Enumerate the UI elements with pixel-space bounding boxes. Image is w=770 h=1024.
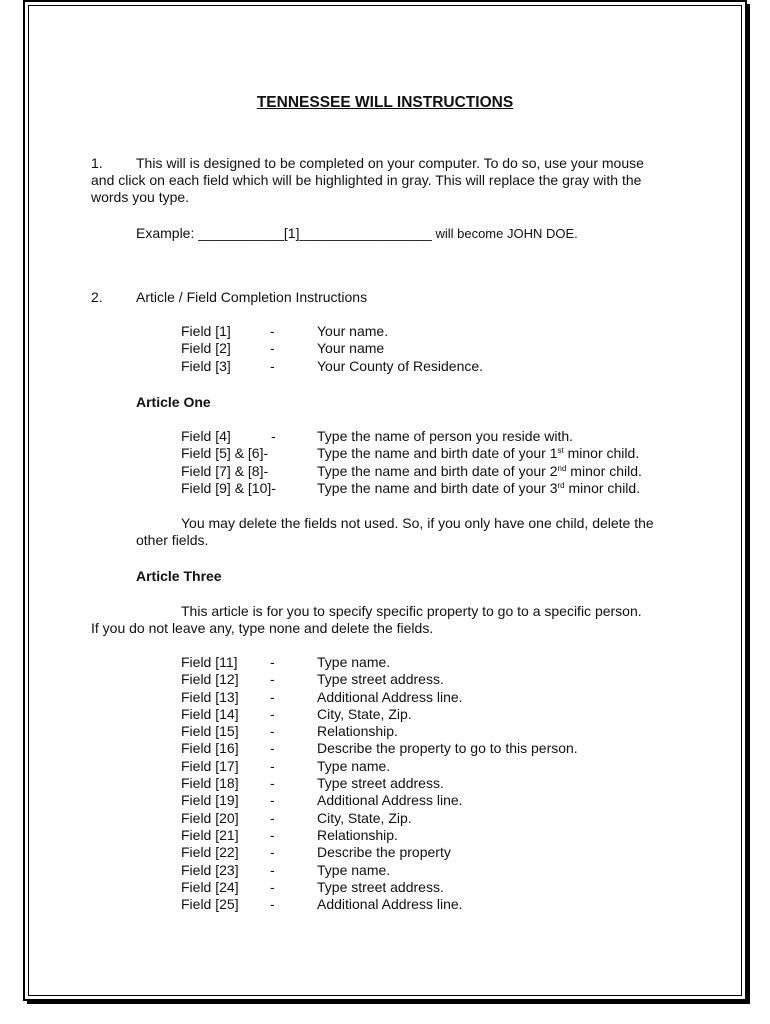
- section-2-title: Article / Field Completion Instructions: [136, 289, 368, 305]
- field-dash: -: [270, 740, 275, 757]
- table-row: [181, 740, 578, 757]
- field-description: City, State, Zip.: [317, 705, 412, 722]
- field-dash: -: [270, 809, 275, 826]
- field-label: Field [1]: [181, 323, 231, 339]
- field-dash: -: [270, 775, 275, 792]
- field-label: Field [3]: [181, 357, 231, 374]
- field-dash: -: [263, 462, 269, 479]
- table-row: [181, 323, 483, 340]
- field-label: Field [23]: [181, 861, 239, 878]
- field-dash: -: [270, 323, 275, 339]
- field-dash: -: [270, 826, 275, 843]
- table-row: [181, 654, 578, 671]
- table-row: [181, 480, 642, 497]
- article-three-note-text: This article is for you to specify specific property to go to a specific person. If you do not leave any, type none and delete the fields.: [91, 603, 642, 636]
- field-dash: -: [270, 654, 275, 670]
- field-label: Field [24]: [181, 878, 239, 895]
- field-description: City, State, Zip.: [317, 809, 412, 826]
- article-one-heading: Article One: [136, 394, 211, 410]
- table-row: [181, 792, 578, 809]
- section-2-field-table: [181, 323, 483, 375]
- field-dash: -: [270, 357, 275, 374]
- field-dash: -: [270, 844, 275, 861]
- table-row: [181, 428, 642, 445]
- field-description-tail: minor child.: [563, 445, 640, 462]
- table-row: [181, 827, 578, 844]
- example-tail: will become JOHN DOE.: [431, 226, 578, 241]
- field-description: Describe the property to go to this person.: [317, 740, 578, 757]
- field-dash: -: [270, 671, 275, 688]
- table-row: [181, 810, 578, 827]
- field-label-with-dash: [181, 445, 317, 462]
- field-dash: -: [270, 878, 275, 895]
- field-label: Field [4]: [181, 428, 231, 444]
- field-label: Field [7] & [8]: [181, 462, 264, 479]
- table-row: [181, 445, 642, 462]
- section-2-heading: [91, 289, 367, 306]
- field-description: Additional Address line.: [317, 688, 463, 705]
- field-label: Field [22]: [181, 844, 239, 861]
- table-row: [181, 723, 578, 740]
- section-1-text: This will is designed to be completed on your computer. To do so, use your mouse and click on each field which will be highlighted in gray. This will replace the gray with the words you type.: [91, 155, 644, 205]
- example-field: ___________[1]_________________: [198, 225, 432, 241]
- field-label: Field [11]: [181, 654, 238, 670]
- article-three-note: [91, 603, 651, 637]
- article-three-field-table: [181, 654, 578, 913]
- field-description: [317, 463, 642, 480]
- field-dash: -: [270, 705, 275, 722]
- article-one-field-table: [181, 428, 642, 497]
- field-description: Type name.: [317, 861, 391, 878]
- example-label: Example:: [136, 225, 199, 241]
- field-label: Field [12]: [181, 671, 239, 688]
- section-2-number: 2.: [91, 289, 103, 305]
- field-label: Field [15]: [181, 723, 239, 740]
- field-description-text: Type the name and birth date of your 2: [317, 462, 558, 479]
- field-label-with-dash: [181, 480, 317, 497]
- field-description: Relationship.: [317, 723, 398, 740]
- field-label: Field [16]: [181, 740, 239, 757]
- field-label: Field [13]: [181, 688, 239, 705]
- table-row: [181, 689, 578, 706]
- field-description: Your name.: [317, 323, 389, 339]
- field-label: Field [19]: [181, 792, 239, 809]
- field-description-text: Type the name and birth date of your 3: [317, 479, 558, 496]
- article-three-heading: Article Three: [136, 568, 222, 584]
- field-description: Type street address.: [317, 671, 444, 688]
- field-dash: -: [270, 723, 275, 740]
- field-description: [317, 480, 642, 497]
- field-dash: -: [271, 428, 276, 444]
- field-label: Field [18]: [181, 775, 239, 792]
- field-dash: -: [270, 792, 275, 809]
- field-label: Field [9] & [10]: [181, 479, 272, 496]
- field-description: Your County of Residence.: [317, 357, 484, 374]
- field-description: Type street address.: [317, 878, 444, 895]
- table-row: [181, 879, 578, 896]
- document-title: TENNESSEE WILL INSTRUCTIONS: [256, 94, 514, 111]
- field-label: Field [25]: [181, 896, 239, 913]
- field-dash: -: [270, 896, 275, 913]
- field-description: Type street address.: [317, 775, 444, 792]
- field-description: Additional Address line.: [317, 896, 463, 913]
- field-label: Field [17]: [181, 757, 239, 774]
- field-label-with-dash: [181, 463, 317, 480]
- table-row: [181, 862, 578, 879]
- table-row: [181, 775, 578, 792]
- field-description-text: Type the name and birth date of your 1: [317, 445, 558, 462]
- field-label: Field [21]: [181, 826, 239, 843]
- field-description: Additional Address line.: [317, 792, 463, 809]
- section-1-number: 1.: [91, 155, 103, 171]
- section-1-paragraph: [91, 155, 671, 206]
- field-description: Type name.: [317, 654, 391, 670]
- table-row: [181, 758, 578, 775]
- table-row: [181, 358, 483, 375]
- field-label: Field [5] & [6]: [181, 445, 264, 462]
- field-label: Field [2]: [181, 340, 231, 357]
- field-description: Type the name of person you reside with.: [317, 428, 574, 444]
- field-dash: -: [263, 445, 269, 462]
- ordinal-suffix: rd: [557, 480, 565, 490]
- field-description: Relationship.: [317, 826, 398, 843]
- table-row: [181, 706, 578, 723]
- field-label: Field [14]: [181, 705, 239, 722]
- example-line: [136, 225, 578, 242]
- ordinal-suffix: nd: [557, 463, 567, 473]
- field-description: Type name.: [317, 757, 391, 774]
- field-dash: -: [270, 340, 275, 357]
- field-dash: -: [270, 688, 275, 705]
- table-row: [181, 463, 642, 480]
- field-description: [317, 445, 642, 462]
- article-one-note-text: You may delete the fields not used. So, if you only have one child, delete the other fields.: [136, 515, 654, 548]
- table-row: [181, 340, 483, 357]
- ordinal-suffix: st: [557, 446, 564, 456]
- field-dash: -: [271, 479, 276, 496]
- field-description-tail: minor child.: [564, 479, 641, 496]
- table-row: [181, 671, 578, 688]
- article-one-note: [136, 515, 676, 549]
- table-row: [181, 844, 578, 861]
- field-description-tail: minor child.: [566, 462, 642, 479]
- field-dash: -: [270, 757, 275, 774]
- table-row: [181, 896, 578, 913]
- field-label: Field [20]: [181, 809, 239, 826]
- field-description: Describe the property: [317, 844, 451, 861]
- field-dash: -: [270, 861, 275, 878]
- field-description: Your name: [317, 340, 385, 357]
